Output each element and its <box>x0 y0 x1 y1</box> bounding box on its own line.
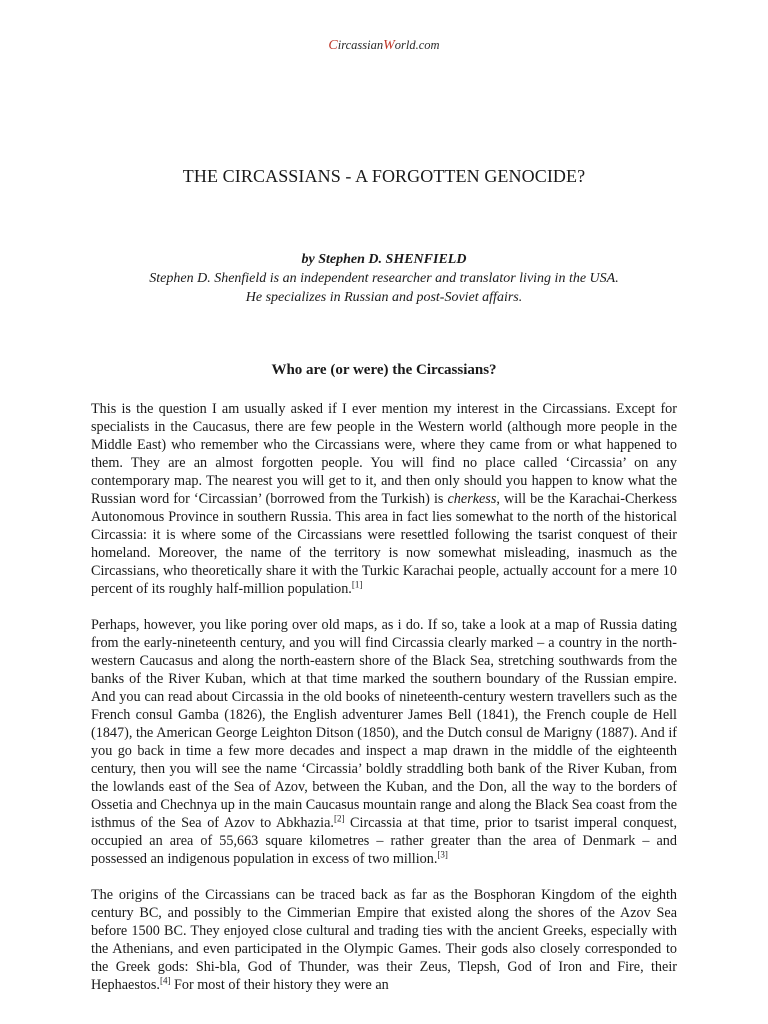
site-header-letter-c: C <box>328 38 338 53</box>
site-header-part2: orld.com <box>394 38 440 52</box>
paragraph-1-text-b: , will be the Karachai-Cherkess Autonomous Province in southern Russia. This area in fact lies somewhat to the north of the historical Circassia: it is where some of the Circassians were resettled following the tsarist conquest of their homeland. Moreover, the name of the territory is now somewhat misleading, inasmuch as the Circassians, who theoretically share it with the Turkic Karachai people, actually account for a mere 10 percent of its roughly half-million population. <box>91 491 677 597</box>
paragraph-2 <box>91 616 677 868</box>
paragraph-1-italic-term: cherkess <box>447 491 497 507</box>
site-header-part1: ircassian <box>337 38 384 52</box>
paragraph-3-text-a: The origins of the Circassians can be traced back as far as the Bosphoran Kingdom of the eighth century BC, and possibly to the Cimmerian Empire that existed along the shores of the Azov Sea before 1500 BC. They enjoyed close cultural and trading ties with the ancient Greeks, especially with the Athenians, and even participated in the Olympic Games. Their gods also closely corresponded to the Greek gods: Shi-bla, God of Thunder, was their Zeus, Tlepsh, God of Iron and Fire, their Hephaestos. <box>91 887 677 993</box>
site-header-letter-w: W <box>383 38 395 53</box>
paragraph-3-text-b: For most of their history they were an <box>170 977 389 993</box>
footnote-ref-1[interactable]: [1] <box>351 579 363 590</box>
byline-bio-line1: Stephen D. Shenfield is an independent researcher and translator living in the USA. <box>149 271 619 286</box>
byline-bio-line2: He specializes in Russian and post-Soviet affairs. <box>245 290 523 305</box>
paragraph-2-text-a: Perhaps, however, you like poring over old maps, as i do. If so, take a look at a map of Russia dating from the early-nineteenth century, and you will find Circassia clearly marked – a country in the north-western Caucasus and along the north-eastern shore of the Black Sea, stretching southwards from the banks of the River Kuban, which at that time marked the southern boundary of the Russian empire. And you can read about Circassia in the old books of nineteenth-century western travellers such as the French consul Gamba (1826), the English adventurer James Bell (1841), the French couple de Hell (1847), the American George Leighton Ditson (1850), and the Dutch consul de Marigny (1887). And if you go back in time a few more decades and inspect a map drawn in the middle of the eighteenth century, then you will see the name ‘Circassia’ boldly straddling both bank of the River Kuban, from the lowlands east of the Sea of Azov, between the Kuban, and the Don, all the way to the borders of Ossetia and Chechnya up in the main Caucasus mountain range and along the Black Sea coast from the isthmus of the Sea of Azov to Abkhazia. <box>91 617 677 831</box>
paragraph-1-text-a: This is the question I am usually asked if I ever mention my interest in the Circassians. Except for specialists in the Caucasus, there are few people in the Western world (although more people in the Middle East) who remember who the Circassians were, where they came from or what happened to them. They are an almost forgotten people. You will find no place called ‘Circassia’ on any contemporary map. The nearest you will get to it, and then only should you happen to know what the Russian word for ‘Circassian’ (borrowed from the Turkish) is <box>91 401 677 507</box>
footnote-ref-4[interactable]: [4] <box>159 975 171 986</box>
document-title: THE CIRCASSIANS - A FORGOTTEN GENOCIDE? <box>182 166 586 186</box>
paragraph-1 <box>91 400 677 598</box>
section-heading: Who are (or were) the Circassians? <box>271 362 497 378</box>
site-header <box>0 38 768 54</box>
footnote-ref-2[interactable]: [2] <box>333 813 345 824</box>
paragraph-3 <box>91 886 677 994</box>
byline-author: by Stephen D. SHENFIELD <box>301 252 467 267</box>
body-text <box>91 400 677 1012</box>
paragraph-2-text-b: Circassia at that time, prior to tsarist imperal conquest, occupied an area of 55,663 square kilometres – rather greater than the area of Denmark – and possessed an indigenous population in excess of two million. <box>91 815 677 867</box>
byline <box>0 250 768 307</box>
footnote-ref-3[interactable]: [3] <box>437 849 448 860</box>
